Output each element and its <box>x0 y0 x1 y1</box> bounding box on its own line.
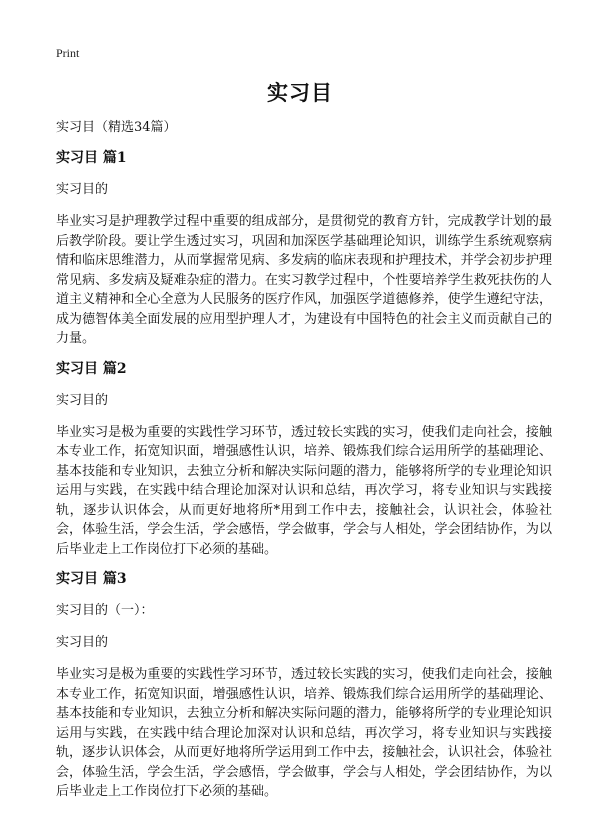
section-subheading: 实习目的 <box>56 635 109 650</box>
section-subheading: 实习目的（一）： <box>56 603 154 618</box>
section-paragraph: 毕业实习是护理教学过程中重要的组成部分，是贯彻党的教育方针，完成教学计划的最后教学阶段。要让学生透过实习，巩固和加深医学基础理论知识，训练学生系统观察病情和临床思维潜力，从而掌握常见病、多发病的临床表现和护理技术，并学会初步护理常见病、多发病及疑难杂症的潜力。在实习教学过程中，个性要培养学生救死扶伤的人道主义精神和全心全意为人民服务的医疗作风，加强医学道德修养，使学生遵纪守法，成为德智体美全面发展的应用型护理人才，为建设有中国特色的社会主义而贡献自己的力量。 <box>56 214 552 346</box>
document-title: 实习目 <box>267 80 333 105</box>
section-heading: 实习目 篇2 <box>56 360 127 377</box>
section-3 <box>56 569 552 802</box>
section-paragraph: 毕业实习是极为重要的实践性学习环节，透过较长实践的实习，使我们走向社会，接触本专业工作，拓宽知识面，增强感性认识，培养、锻炼我们综合运用所学的基础理论、基本技能和专业知识，去独立分析和解决实际问题的潜力，能够将所学的专业理论知识运用与实践，在实践中结合理论加深对认识和总结，再次学习，将专业知识与实践接轨，逐步认识体会，从而更好地将所*用到工作中去，接触社会，认识社会，体验社会，体验生活，学会生活，学会感悟，学会做事，学会与人相处，学会团结协作，为以后毕业走上工作岗位打下必须的基础。 <box>56 424 552 557</box>
section-2 <box>56 359 552 560</box>
section-subheading: 实习目的 <box>56 182 109 197</box>
section-subheading: 实习目的 <box>56 392 109 408</box>
section-heading: 实习目 篇1 <box>56 150 127 166</box>
document-body <box>56 118 552 812</box>
section-paragraph: 毕业实习是极为重要的实践性学习环节，透过较长实践的实习，使我们走向社会，接触本专业工作，拓宽知识面，增强感性认识，培养、锻炼我们综合运用所学的基础理论、基本技能和专业知识，去独立分析和解决实际问题的潜力，能够将所学的专业理论知识运用与实践，在实践中结合理论加深对认识和总结，再次学习，将专业知识与实践接轨，逐步认识体会，从而更好地将所学运用到工作中去，接触社会，认识社会，体验社会，体验生活，学会生活，学会感悟，学会做事，学会与人相处，学会团结协作，为以后毕业走上工作岗位打下必须的基础。 <box>56 667 552 799</box>
print-link[interactable]: Print <box>56 46 80 60</box>
document-subtitle: 实习目（精选34篇） <box>56 120 177 135</box>
section-heading: 实习目 篇3 <box>56 571 127 587</box>
section-1 <box>56 148 552 349</box>
